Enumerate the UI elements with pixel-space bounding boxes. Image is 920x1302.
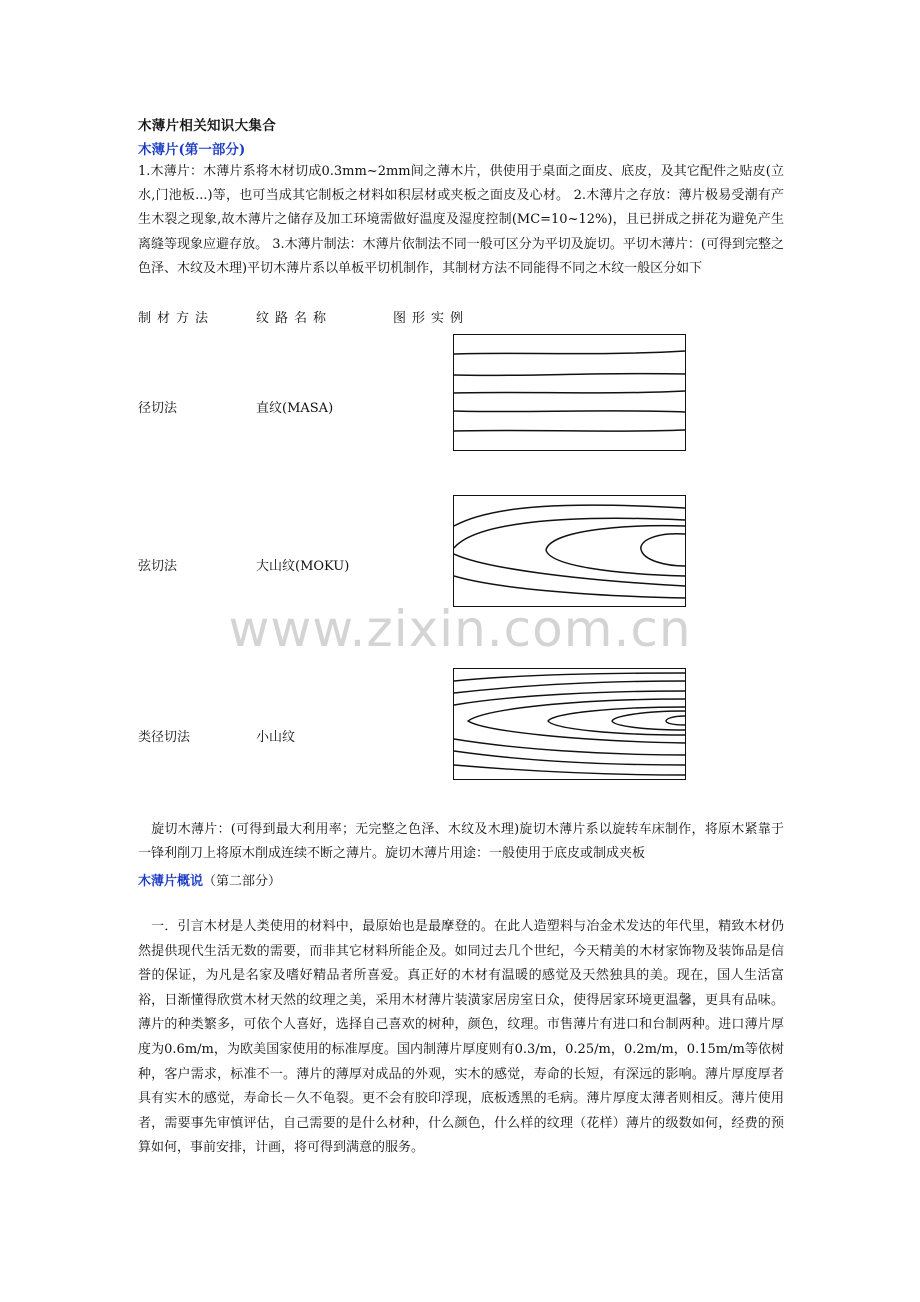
section2-heading-line <box>138 870 281 889</box>
document-title: 木薄片相关知识大集合 <box>138 118 276 134</box>
grain-line-1 <box>454 673 685 681</box>
row1-method: 径切法 <box>138 401 178 416</box>
rotary-cut-text: 旋切木薄片：(可得到最大利用率；无完整之色泽、木纹及木理)旋切木薄片系以旋转车床制作，将原木紧靠于一锋利削刀上将原木削成连续不断之薄片。旋切木薄片用途：一般使用于底皮或制成夹板 <box>138 822 784 861</box>
straight-grain-figure <box>453 334 686 451</box>
grain-line-10 <box>454 765 685 775</box>
grain-line-2 <box>454 518 685 548</box>
row3-pattern: 小山纹 <box>256 730 296 745</box>
watermark: www.zixin.com.cn <box>228 600 692 658</box>
section2-body: 一．引言木材是人类使用的材料中，最原始也是最摩登的。在此人造塑料与冶金术发达的年代里，精致木材仍然提供现代生活无数的需要，而非其它材料所能企及。如同过去几个世纪，今天精美的木材家饰物及装饰品是信誉的保证，为凡是名家及嗜好精品者所喜爱。真正好的木材有温暖的感觉及天然独具的美。现在，国人生活富裕，日渐懂得欣赏木材天然的纹理之美，采用木材薄片装潢家居房室日众，使得居家环境更温馨，更具有品味。薄片的种类繁多，可依个人喜好，选择自己喜欢的树种，颜色，纹理。市售薄片有进口和台制两种。进口薄片厚度为0.6m/m，为欧美国家使用的标准厚度。国内制薄片厚度则有0.3/m，0.25/m，0.2m/m，0.15m/m等依树种，客户需求，标准不一。薄片的薄厚对成品的外观，实木的感觉，寿命的长短，有深远的影响。薄片厚度厚者具有实木的感觉，寿命长－久不龟裂。更不会有胶印浮现，底板透黑的毛病。薄片厚度太薄者则相反。薄片使用者，需要事先审慎评估，自己需要的是什么材种，什么颜色，什么样的纹理（花样）薄片的级数如何，经费的预算如何，事前安排，计画，将可得到满意的服务。 <box>138 919 784 1156</box>
grain-line-4 <box>546 526 685 576</box>
flame-grain-figure <box>453 668 686 780</box>
grain-line-9 <box>454 751 685 765</box>
section2-paragraph <box>138 915 784 1161</box>
grain-line-6 <box>612 711 685 730</box>
section2-heading: 木薄片概说 <box>138 874 204 889</box>
row1-pattern: 直纹(MASA) <box>256 401 334 416</box>
section2-note: （第二部分） <box>203 874 282 889</box>
grain-line-4 <box>468 699 685 743</box>
header-figure: 图形实例 <box>393 311 470 326</box>
rotary-cut-paragraph <box>138 818 784 866</box>
header-method: 制材方法 <box>138 311 215 326</box>
grain-line-4 <box>454 411 685 412</box>
grain-line-3 <box>454 391 685 393</box>
grain-line-1 <box>454 351 685 354</box>
row2-pattern: 大山纹(MOKU) <box>256 559 350 574</box>
section1-heading: 木薄片(第一部分) <box>138 142 246 158</box>
grain-line-7 <box>666 716 685 725</box>
grain-line-3 <box>641 534 685 566</box>
grain-line-2 <box>454 374 685 376</box>
cathedral-grain-figure <box>453 495 686 607</box>
section1-body: 1.木薄片：木薄片系将木材切成0.3mm~2mm间之薄木片，供使用于桌面之面皮、底皮，及其它配件之贴皮(立水,门池板...)等，也可当成其它制板之材料如积层材或夹板之面皮及心材。 2.木薄片之存放：薄片极易受潮有产生木裂之现象,故木薄片之储存及加工环境需做好温度及湿度控制(MC=10~12%)，且已拼成之拼花为避免产生离缝等现象应避存放。 3.木薄片制法：木薄片依制法不同一般可区分为平切及旋切。平切木薄片：(可得到完整之色泽、木纹及木理)平切木薄片系以单板平切机制作，其制材方法不同能得不同之木纹一般区分如下 <box>138 164 784 276</box>
grain-line-6 <box>454 576 685 598</box>
row3-method: 类径切法 <box>138 730 191 745</box>
grain-line-5 <box>454 430 685 431</box>
grain-line-1 <box>454 505 685 526</box>
row2-method: 弦切法 <box>138 559 178 574</box>
grain-line-8 <box>454 739 685 755</box>
header-pattern: 纹路名称 <box>256 311 333 326</box>
